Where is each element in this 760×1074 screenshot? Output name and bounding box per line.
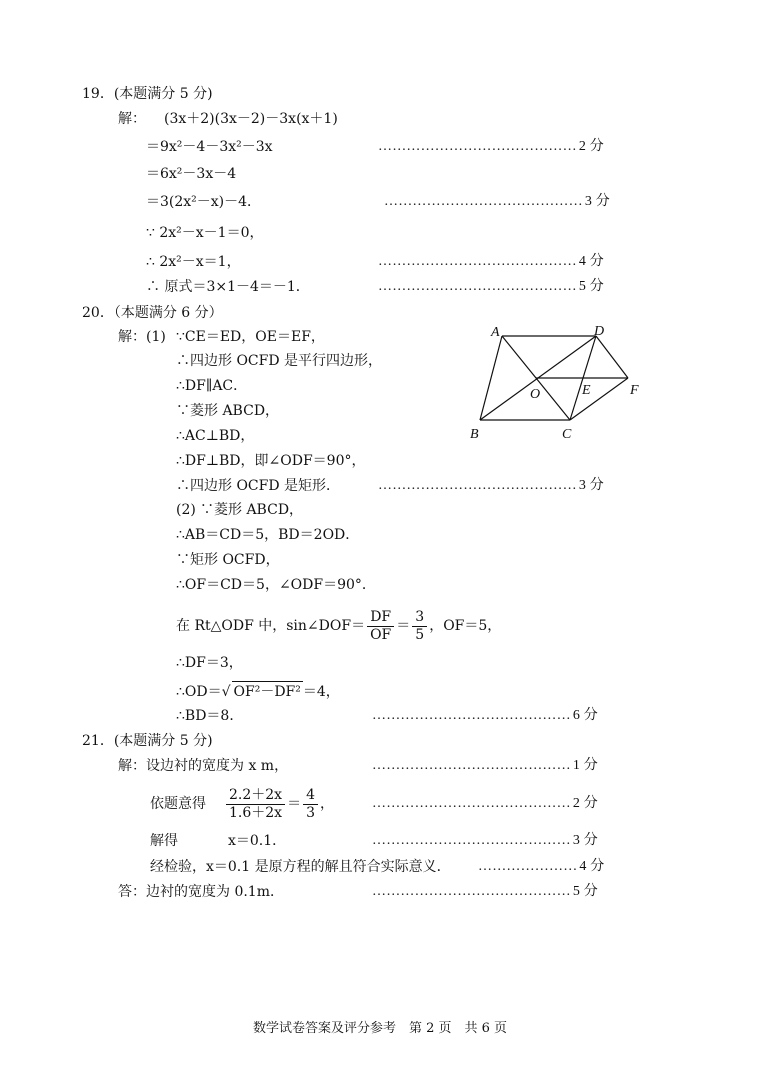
score-label: 5 分 <box>578 279 604 294</box>
q20-part1-line-1: ∵CE＝ED，OE＝EF， <box>176 329 325 345</box>
segment-df <box>596 336 628 378</box>
label-o: O <box>530 387 541 402</box>
equation-tail: ， <box>320 796 334 812</box>
q20-score-2: …………………………………… 6 分 <box>372 708 598 723</box>
score-label: 1 分 <box>572 758 598 773</box>
q19-step-7: ∴ 原式＝3×1－4＝－1． <box>146 279 310 295</box>
q21-check-line: 经检验，x＝0.1 是原方程的解且符合实际意义． <box>150 859 451 875</box>
score-label: 3 分 <box>584 194 610 209</box>
score-label: 6 分 <box>572 708 598 723</box>
q21-score-1: …………………………………… 1 分 <box>372 758 598 773</box>
fraction-denominator: OF <box>370 626 392 643</box>
score-label: 2 分 <box>572 796 598 811</box>
q21-solve-label: 解得 <box>150 833 178 849</box>
rhombus-figure <box>460 318 650 444</box>
q20-bd-line: ∴BD＝8． <box>176 708 244 724</box>
label-e: E <box>582 383 591 398</box>
q20-part2-line-1: ∵菱形 ABCD， <box>200 502 304 518</box>
q20-part1-line-6: ∴DF⊥BD，即∠ODF＝90°， <box>176 453 366 469</box>
q20-part1-line-4: ∵菱形 ABCD， <box>176 403 280 419</box>
q20-df-line: ∴DF＝3， <box>176 655 243 671</box>
q21-score-2: …………………………………… 2 分 <box>372 796 598 811</box>
score-label: 4 分 <box>578 254 604 269</box>
q20-part1-line-2: ∴四边形 OCFD 是平行四边形， <box>176 353 383 369</box>
fraction-df-over-of <box>367 609 394 644</box>
segment-ab <box>480 336 502 420</box>
q19-step-2: ＝9x²－4－3x²－3x <box>146 139 273 155</box>
fraction-denominator: 1.6＋2x <box>229 804 283 821</box>
q20-part1-line-7: ∴四边形 OCFD 是矩形． <box>176 478 341 494</box>
q19-score-4: …………………………………… 5 分 <box>378 279 604 294</box>
od-suffix: ＝4， <box>302 684 340 700</box>
q20-rt-line <box>176 608 501 644</box>
q21-answer-line: 答：边衬的宽度为 0.1m． <box>118 884 284 900</box>
od-prefix: ∴OD＝ <box>176 684 222 700</box>
score-label: 5 分 <box>572 884 598 899</box>
score-label: 4 分 <box>579 859 605 874</box>
q19-step-3: ＝6x²－3x－4 <box>146 166 237 182</box>
q20-part1-label: 解：(1) <box>118 329 166 345</box>
fraction-numerator: 2.2＋2x <box>226 787 285 805</box>
label-f: F <box>630 383 639 398</box>
score-label: 3 分 <box>578 478 604 493</box>
label-c: C <box>562 427 572 442</box>
q19-step-5: ∵ 2x²－x－1＝0， <box>146 225 264 241</box>
q20-part1-line-5: ∴AC⊥BD， <box>176 428 255 444</box>
q19-heading: 19．(本题满分 5 分) <box>82 86 213 102</box>
q20-part2-line-3: ∵矩形 OCFD， <box>176 552 280 568</box>
q20-part2-line-2: ∴AB＝CD＝5，BD＝2OD． <box>176 527 360 543</box>
q20-od-line: ∴OD＝√ OF²－DF² ＝4， <box>176 681 340 701</box>
q19-step-1: (3x＋2)(3x－2)－3x(x＋1) <box>164 111 338 127</box>
fraction-3-over-5 <box>412 609 427 644</box>
q21-score-4: ………………… 4 分 <box>478 859 605 874</box>
fraction-denominator: 5 <box>415 626 425 643</box>
q19-score-3: …………………………………… 4 分 <box>378 254 604 269</box>
fraction-numerator: 4 <box>303 787 318 805</box>
q21-equation-line: 依题意得 $\frac{2.2+2x}{1.6+2x}$ ＝ $\frac{4}{3}$ ， <box>150 786 334 821</box>
rt-suffix: ，OF＝5， <box>429 618 502 634</box>
fraction-numerator: DF <box>367 609 394 627</box>
fraction-numerator: 3 <box>412 609 427 627</box>
q19-score-2: …………………………………… 3 分 <box>384 194 610 209</box>
q20-part2-line-4: ∴OF＝CD＝5，∠ODF＝90°． <box>176 577 376 593</box>
score-label: 3 分 <box>572 833 598 848</box>
fraction-lhs <box>226 787 285 822</box>
q21-setup-line: 解：设边衬的宽度为 x m， <box>118 758 289 774</box>
rt-prefix: 在 Rt△ODF 中，sin∠DOF＝ <box>176 618 366 634</box>
equation-label: 依题意得 <box>150 796 206 812</box>
q19-solution-label: 解： <box>118 111 146 127</box>
label-b: B <box>470 427 479 442</box>
q19-score-1: …………………………………… 2 分 <box>378 139 604 154</box>
q20-part2-label: (2) <box>176 502 196 518</box>
label-a: A <box>491 325 500 340</box>
fraction-rhs <box>303 787 318 822</box>
radicand: OF²－DF² <box>232 681 303 702</box>
q21-heading: 21．(本题满分 5 分) <box>82 733 213 749</box>
equals-sign: ＝ <box>396 618 411 634</box>
fraction-denominator: 3 <box>306 804 315 821</box>
page-footer: 数学试卷答案及评分参考 第 2 页 共 6 页 <box>252 1021 508 1036</box>
q20-heading: 20．（本题满分 6 分） <box>82 305 223 321</box>
q21-solve-value: x＝0.1． <box>228 833 287 849</box>
q20-part1-line-3: ∴DF∥AC． <box>176 378 248 394</box>
q19-step-4: ＝3(2x²－x)－4． <box>146 194 262 210</box>
q19-step-6: ∴ 2x²－x＝1， <box>146 254 241 270</box>
segment-cf <box>570 378 628 420</box>
q20-score-1: …………………………………… 3 分 <box>378 478 604 493</box>
q21-score-5: …………………………………… 5 分 <box>372 884 598 899</box>
q21-score-3: …………………………………… 3 分 <box>372 833 598 848</box>
label-d: D <box>594 324 605 339</box>
score-label: 2 分 <box>578 139 604 154</box>
